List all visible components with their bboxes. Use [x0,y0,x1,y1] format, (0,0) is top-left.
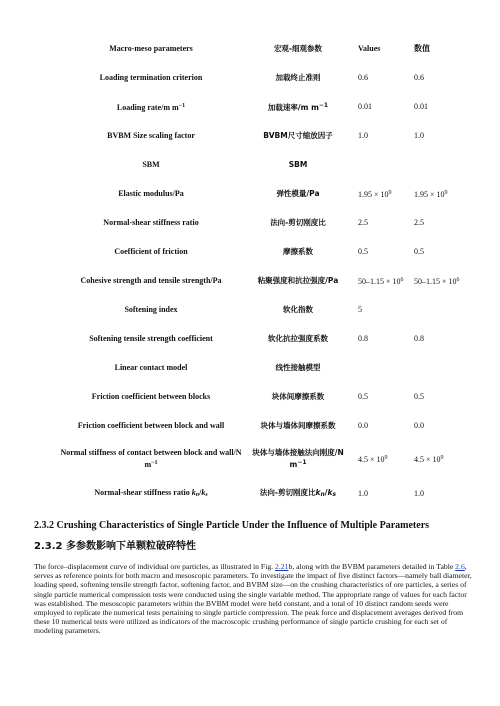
row-en-text: Elastic modulus/Pa [118,188,184,198]
header-en: Macro-meso parameters [109,43,193,53]
row-value-text: 1.0 [358,130,368,140]
row-value [350,478,412,510]
row-zh [246,440,350,478]
row-value-zh [412,92,468,121]
row-value-zh-sup: 9 [444,189,448,196]
row-value-text: 2.5 [358,217,368,227]
figure-link[interactable]: 2.21 [275,562,289,571]
table-row [56,440,468,478]
ratio-sub-n: n [195,492,200,498]
row-en [56,411,246,440]
row-en-sup: −1 [178,102,186,109]
row-value-zh [412,150,468,179]
row-zh-text: 摩擦系数 [283,246,313,256]
row-value-text: 1.95 × 10 [358,189,389,199]
row-en-text: Friction coefficient between block and wall [77,420,225,430]
row-en [56,92,246,121]
ratio-symbol-2: k [201,488,206,497]
row-value-sup: 9 [384,455,388,461]
header-values: Values [358,43,381,53]
row-zh-text: 软化抗拉强度系数 [268,333,328,343]
row-value-zh-text: 1.0 [414,130,424,140]
row-en [56,478,246,510]
row-en [56,295,246,324]
table-row [56,478,468,510]
section-heading-zh: 2.3.2 多参数影响下单颗粒破碎特性 [34,541,196,552]
parameter-table [56,34,468,510]
row-en-text: BVBM Size scaling factor [107,130,195,140]
row-zh-sup: −1 [297,459,307,466]
row-en [56,237,246,266]
table-header-row [56,34,468,63]
ratio-slash: / [324,488,328,497]
row-zh-text: 弹性模量/Pa [276,188,320,198]
row-value [350,440,412,478]
row-en-text: Loading rate/m m [116,102,179,112]
row-en [56,179,246,208]
row-en-text: Cohesive strength and tensile strength/Pa [80,275,222,285]
table-row [56,92,468,121]
row-en [56,63,246,92]
row-value [350,150,412,179]
row-value-zh-text: 50–1.15 × 10 [414,276,457,286]
row-value-zh-text: 0.01 [414,101,428,111]
row-value-text: 5 [358,304,362,314]
row-zh-text: 块体与墙体间摩擦系数 [260,420,336,430]
table-row [56,63,468,92]
row-zh-text: 块体与墙体接触法向刚度/N m [252,448,344,469]
row-en-text: Normal-shear stiffness ratio [103,217,199,227]
row-zh [246,478,350,510]
row-value-text: 0.0 [358,420,368,430]
row-zh [246,324,350,353]
row-en [56,208,246,237]
row-zh-text: BVBM尺寸缩放因子 [263,130,333,140]
row-value-text: 0.5 [358,246,368,256]
row-value [350,324,412,353]
row-value-zh-text: 0.8 [414,333,424,343]
row-value-text: 1.0 [358,489,368,498]
row-zh-text: 法向-剪切刚度比 [270,217,326,227]
table-row [56,121,468,150]
row-value-zh [412,63,468,92]
row-value [350,63,412,92]
row-value-zh [412,353,468,382]
ratio-slash: / [199,488,202,497]
row-en [56,121,246,150]
row-value-zh [412,440,468,478]
row-en [56,266,246,295]
para-text-1: The force–displacement curve of individual ore particles, as illustrated in Fig. [34,562,276,571]
table-row [56,295,468,324]
ratio-sub-n: n [320,491,325,498]
row-value-zh-text: 0.6 [414,72,424,82]
row-value-zh-text: 0.5 [414,246,424,256]
table-row [56,411,468,440]
ratio-symbol-2: k [327,488,333,497]
row-value-zh [412,208,468,237]
row-en-text: Loading termination criterion [99,72,203,82]
row-value [350,92,412,121]
row-value-zh-text: 1.0 [414,489,424,498]
row-value-zh [412,324,468,353]
table-row [56,237,468,266]
row-value-text: 4.5 × 10 [358,455,385,464]
row-value [350,237,412,266]
row-en-text: Normal stiffness of contact between block and wall/N m [60,448,242,469]
row-value-zh [412,179,468,208]
row-zh-text: 块体间摩擦系数 [271,391,325,401]
row-value-zh-sup: 9 [440,455,444,461]
row-value [350,266,412,295]
row-value-zh-text: 2.5 [414,217,424,227]
header-values-zh: 数值 [414,43,430,53]
row-zh-sup: −1 [318,101,329,109]
ratio-sub-s: s [205,492,208,498]
para-text-2: b, along with the BVBM parameters detailed in Table [288,562,456,571]
row-value-zh-text: 0.0 [414,420,424,430]
row-en-text: Softening tensile strength coefficient [89,333,213,343]
row-value-text: 0.6 [358,72,368,82]
row-zh [246,208,350,237]
row-zh [246,237,350,266]
row-zh [246,295,350,324]
row-value-text: 0.5 [358,391,368,401]
row-value-zh [412,237,468,266]
row-zh-text: 线性接触模型 [275,362,321,372]
row-value-text: 0.01 [358,101,372,111]
row-value [350,121,412,150]
row-value-zh [412,121,468,150]
row-en-text: SBM [142,159,160,169]
table-row [56,382,468,411]
row-value [350,353,412,382]
row-en [56,440,246,478]
row-zh [246,411,350,440]
row-zh [246,121,350,150]
table-link[interactable]: 2.6 [455,562,465,571]
row-en-text: Friction coefficient between blocks [91,391,211,401]
row-value [350,411,412,440]
table-row [56,353,468,382]
table-row [56,179,468,208]
row-value [350,382,412,411]
row-value-zh-sup: 6 [456,276,460,283]
row-value-sup: 6 [400,276,404,283]
table-row [56,266,468,295]
row-value-zh [412,411,468,440]
row-value-zh-text: 4.5 × 10 [414,455,441,464]
row-en-sup: −1 [151,460,158,466]
ratio-symbol: k [191,488,196,497]
row-zh [246,266,350,295]
row-value [350,295,412,324]
ratio-sub-s: s [332,491,337,498]
row-value-zh-text: 0.5 [414,391,424,401]
row-zh [246,382,350,411]
row-en-text: Linear contact model [114,362,188,372]
row-en-text: Coefficient of friction [114,246,188,256]
row-en [56,353,246,382]
row-zh-text: 软化指数 [283,304,313,314]
row-zh [246,63,350,92]
header-zh: 宏观-细观参数 [273,43,323,53]
row-value-zh-text: 1.95 × 10 [414,189,445,199]
row-value-text: 50–1.15 × 10 [358,276,401,286]
parameter-table-body [56,34,468,510]
row-zh-text: 加载速率/m m [267,102,319,112]
row-en-text: Softening index [124,304,178,314]
row-zh-text: 加载终止准则 [275,72,321,82]
row-zh [246,353,350,382]
row-value-sup: 9 [388,189,392,196]
row-en [56,324,246,353]
row-en [56,382,246,411]
table-row [56,150,468,179]
row-en-text: Normal-shear stiffness ratio [94,488,192,497]
row-zh [246,150,350,179]
section-heading-en: 2.3.2 Crushing Characteristics of Single Particle Under the Influence of Multiple Parameters [34,520,430,531]
table-row [56,208,468,237]
row-zh [246,179,350,208]
para-text-3: , serves as reference points for both macro and mesoscopic parameters. To investigate the impact of five distinct factors—namely ball diameter, loading speed, softening tensile strength factor, softening factor, and BVBM size—on the crushing characteristics of ore particles, a series of single particle numerical compression tests were conducted using the single variable method. The appropriate range of values for each factor was established. The mesoscopic parameters within the BVBM model were held constant, and a total of 10 distinct random seeds were employed to replicate the numerical tests pertaining to single particle compression. The peak force and displacement averages derived from these 10 numerical tests were utilized as indicators of the macroscopic crushing performance of single particle crushing for each set of modeling parameters. [34,562,472,636]
row-value-zh [412,266,468,295]
row-value-zh [412,382,468,411]
row-value-text: 0.8 [358,333,368,343]
body-paragraph [34,562,474,636]
table-row [56,324,468,353]
row-value-zh [412,478,468,510]
row-zh-text: 粘聚强度和抗拉强度/Pa [257,275,339,285]
row-en [56,150,246,179]
row-value [350,208,412,237]
row-zh [246,92,350,121]
ratio-symbol: k [315,488,321,497]
row-value [350,179,412,208]
row-value-zh [412,295,468,324]
row-zh-text: SBM [288,159,308,169]
row-zh-text: 法向-剪切刚度比 [259,488,316,497]
